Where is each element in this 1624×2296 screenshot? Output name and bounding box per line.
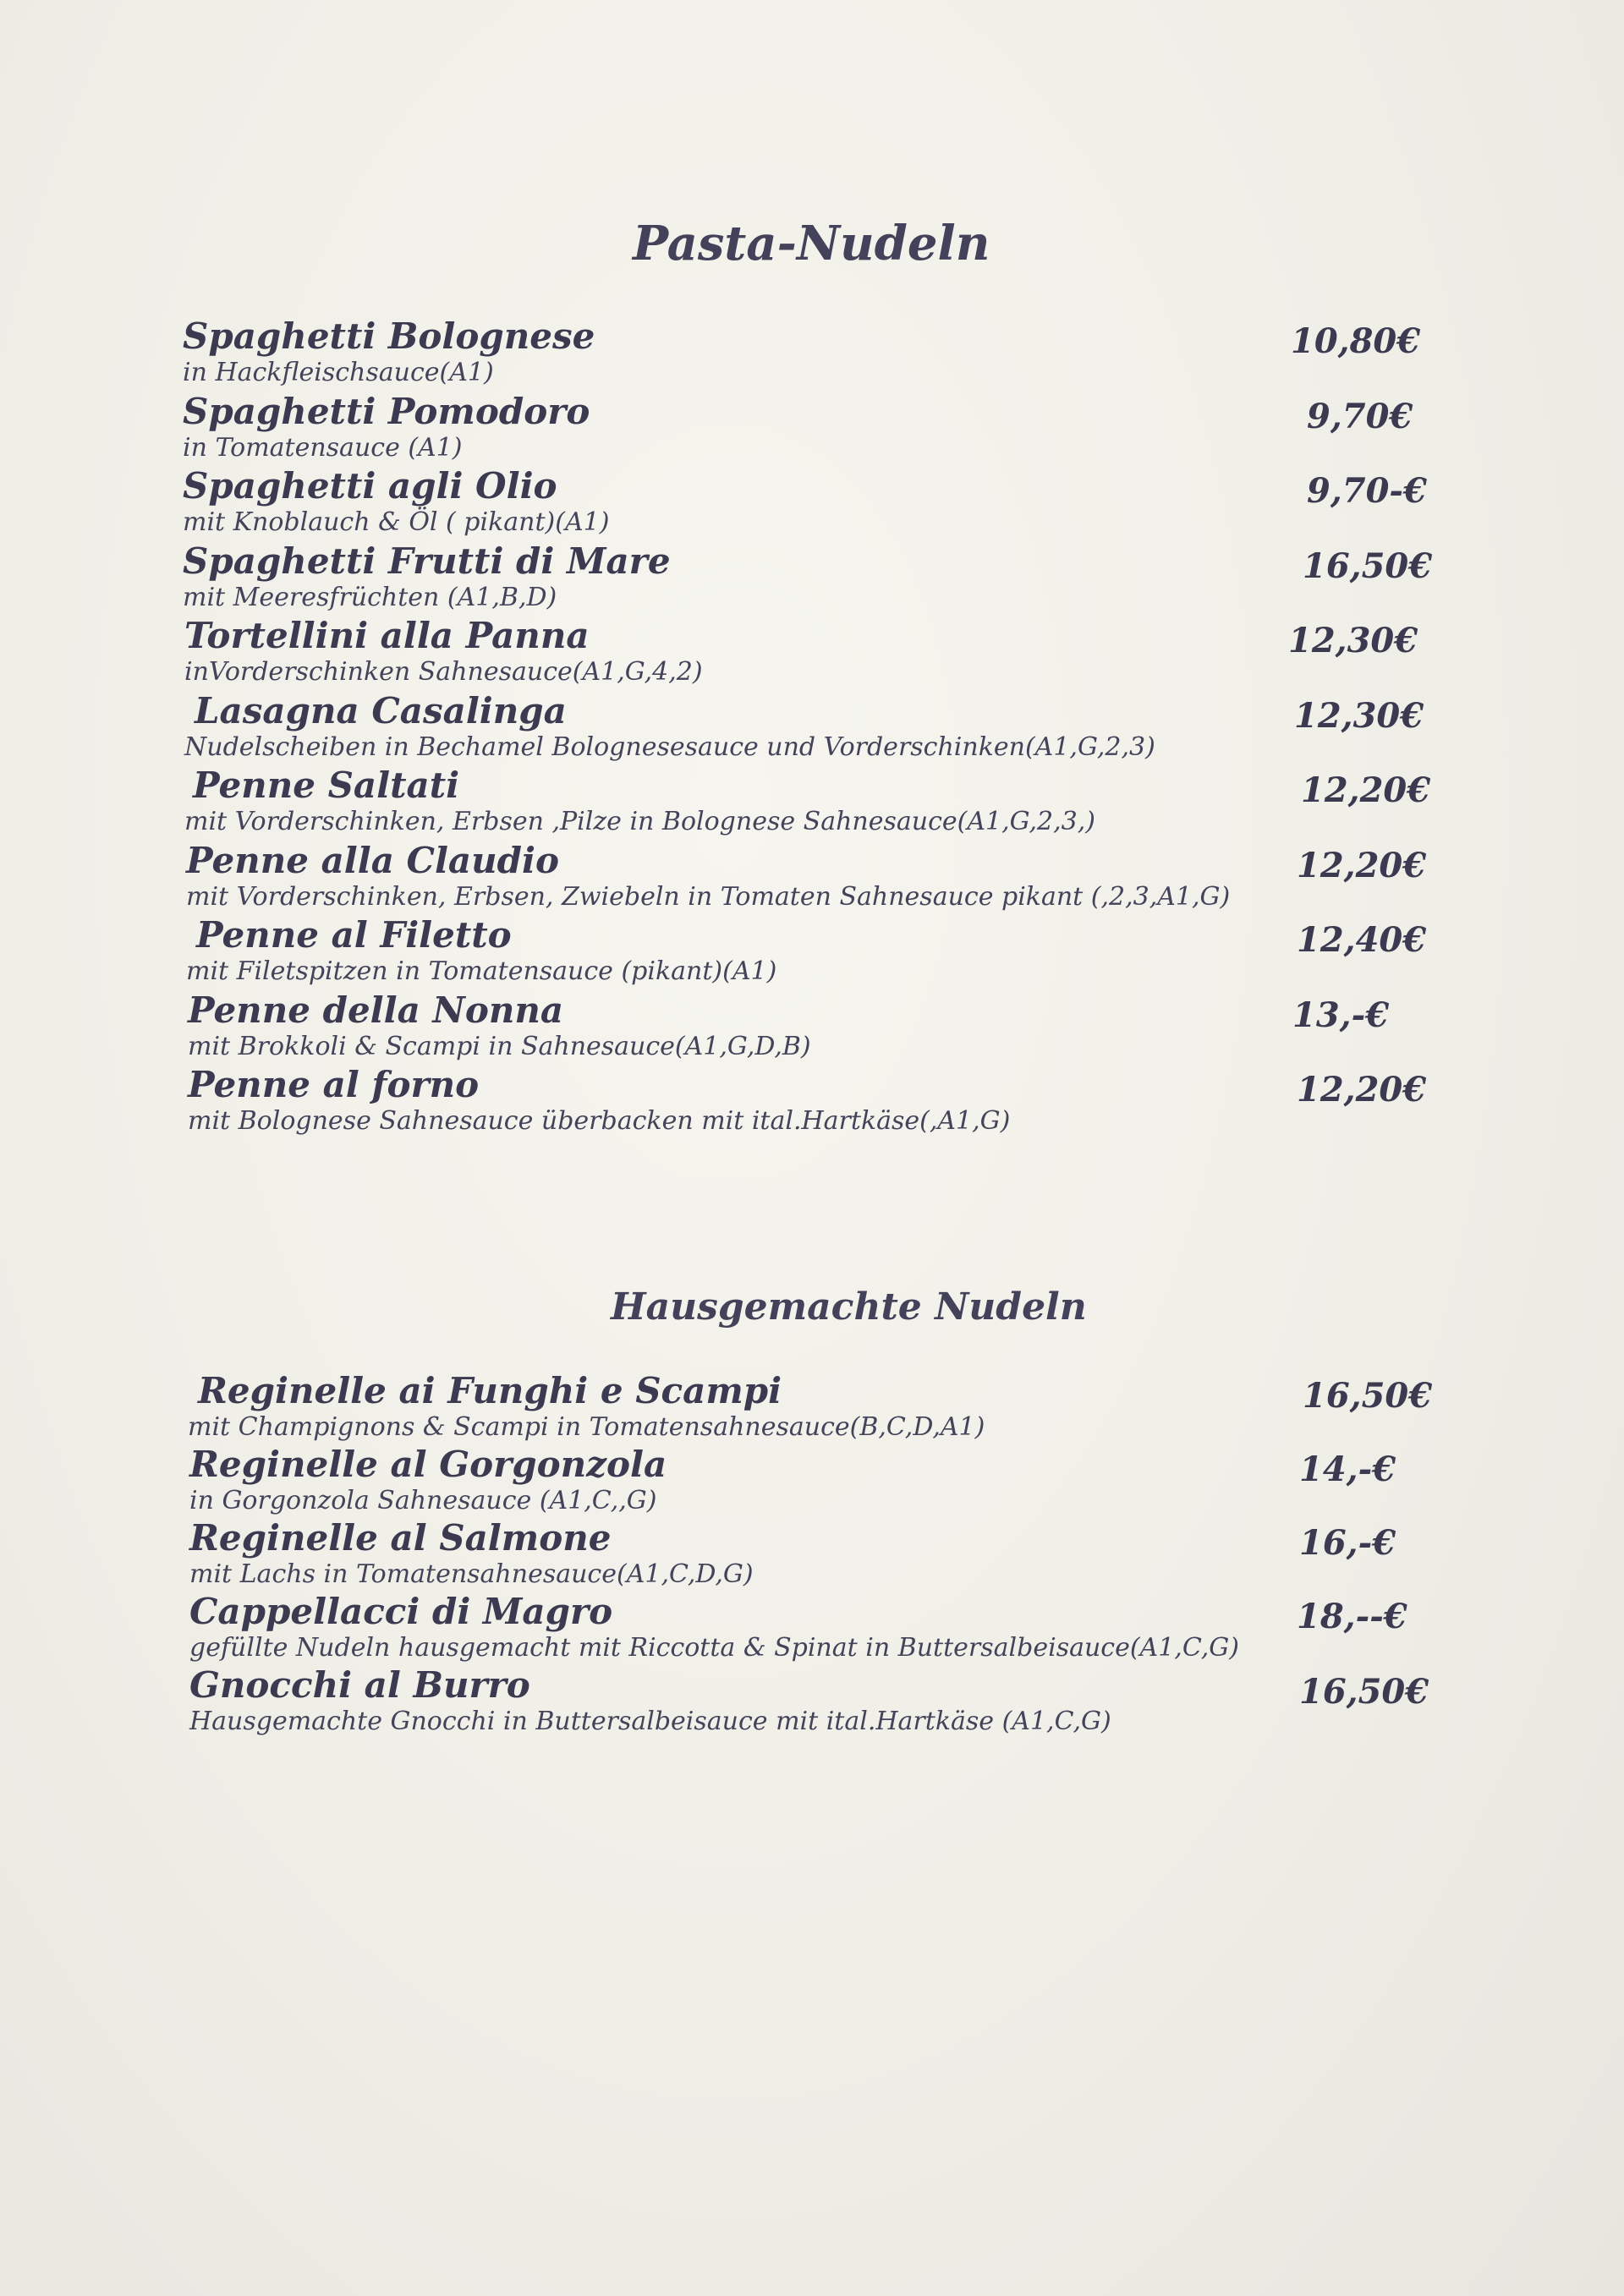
menu-item <box>0 540 1624 616</box>
item-price: 12,20€ <box>1301 770 1431 810</box>
menu-item <box>0 690 1624 765</box>
item-name: Reginelle al Gorgonzola <box>189 1444 667 1485</box>
item-name: Reginelle ai Funghi e Scampi <box>198 1370 782 1411</box>
item-price: 16,50€ <box>1303 1376 1433 1416</box>
item-description: mit Vorderschinken, Erbsen, Zwiebeln in Tomaten Sahnesauce pikant (,2,3,A1,G) <box>186 881 1231 912</box>
menu-item <box>0 1444 1624 1517</box>
item-name: Penne al forno <box>188 1064 480 1105</box>
item-name: Tortellini alla Panna <box>184 615 590 656</box>
item-price: 12,20€ <box>1297 1070 1427 1110</box>
menu-item <box>0 1064 1624 1139</box>
item-price: 18,--€ <box>1297 1597 1407 1636</box>
item-name: Penne della Nonna <box>188 989 564 1031</box>
item-price: 16,50€ <box>1303 545 1433 586</box>
item-name: Lasagna Casalinga <box>195 689 567 732</box>
item-name: Spaghetti Bolognese <box>183 315 595 357</box>
menu-item <box>0 315 1624 391</box>
menu-item <box>0 764 1624 840</box>
item-price: 12,30€ <box>1288 621 1418 660</box>
menu-item <box>0 391 1624 466</box>
item-price: 10,80€ <box>1291 321 1421 361</box>
menu-item <box>0 989 1624 1065</box>
item-description: in Tomatensauce (A1) <box>183 432 463 463</box>
menu-item <box>0 465 1624 540</box>
menu-item <box>0 840 1624 915</box>
item-name: Spaghetti Pomodoro <box>183 390 590 432</box>
menu-item <box>0 615 1624 690</box>
section-title-pasta: Pasta-Nudeln <box>633 216 990 271</box>
item-name: Spaghetti agli Olio <box>183 465 557 507</box>
item-price: 13,-€ <box>1292 995 1390 1035</box>
menu-item <box>0 1370 1624 1444</box>
item-description: in Gorgonzola Sahnesauce (A1,C,,G) <box>189 1486 657 1515</box>
item-price: 16,-€ <box>1299 1523 1396 1563</box>
item-name: Reginelle al Salmone <box>189 1517 612 1559</box>
item-description: gefüllte Nudeln hausgemacht mit Riccotta & Spinat in Buttersalbeisauce(A1,C,G) <box>189 1633 1239 1663</box>
item-description: mit Vorderschinken, Erbsen ,Pilze in Bolognese Sahnesauce(A1,G,2,3,) <box>184 807 1096 836</box>
menu-item <box>0 1517 1624 1591</box>
item-price: 9,70€ <box>1307 396 1413 436</box>
item-description: Nudelscheiben in Bechamel Bolognesesauce und Vorderschinken(A1,G,2,3) <box>184 732 1155 762</box>
item-description: mit Lachs in Tomatensahnesauce(A1,C,D,G) <box>189 1559 754 1589</box>
item-description: mit Brokkoli & Scampi in Sahnesauce(A1,G,D,B) <box>188 1031 811 1061</box>
item-name: Penne alla Claudio <box>186 839 560 881</box>
item-description: mit Champignons & Scampi in Tomatensahnesauce(B,C,D,A1) <box>188 1412 985 1442</box>
item-price: 12,40€ <box>1297 920 1427 960</box>
menu-item <box>0 914 1624 989</box>
item-description: mit Knoblauch & Öl ( pikant)(A1) <box>183 507 610 537</box>
menu-list-hausgemacht <box>0 1370 1624 1738</box>
menu-item <box>0 1591 1624 1664</box>
item-description: mit Meeresfrüchten (A1,B,D) <box>183 582 557 612</box>
item-description: mit Bolognese Sahnesauce überbacken mit ital.Hartkäse(,A1,G) <box>188 1106 1011 1136</box>
item-price: 12,20€ <box>1297 845 1427 885</box>
item-price: 16,50€ <box>1299 1672 1429 1712</box>
item-name: Cappellacci di Magro <box>189 1591 613 1632</box>
item-price: 14,-€ <box>1299 1449 1396 1489</box>
item-price: 12,30€ <box>1294 695 1424 736</box>
menu-list-pasta <box>0 315 1624 1139</box>
item-description: inVorderschinken Sahnesauce(A1,G,4,2) <box>184 657 703 687</box>
item-name: Penne Saltati <box>193 764 460 806</box>
item-name: Penne al Filetto <box>196 914 512 956</box>
item-name: Spaghetti Frutti di Mare <box>183 540 671 582</box>
item-name: Gnocchi al Burro <box>189 1664 530 1706</box>
menu-item <box>0 1664 1624 1738</box>
item-description: in Hackfleischsauce(A1) <box>183 358 494 387</box>
item-description: mit Filetspitzen in Tomatensauce (pikant)(A1) <box>186 956 777 986</box>
item-price: 9,70-€ <box>1307 471 1427 511</box>
section-title-hausgemacht: Hausgemachte Nudeln <box>611 1285 1087 1329</box>
item-description: Hausgemachte Gnocchi in Buttersalbeisauce mit ital.Hartkäse (A1,C,G) <box>189 1707 1111 1736</box>
